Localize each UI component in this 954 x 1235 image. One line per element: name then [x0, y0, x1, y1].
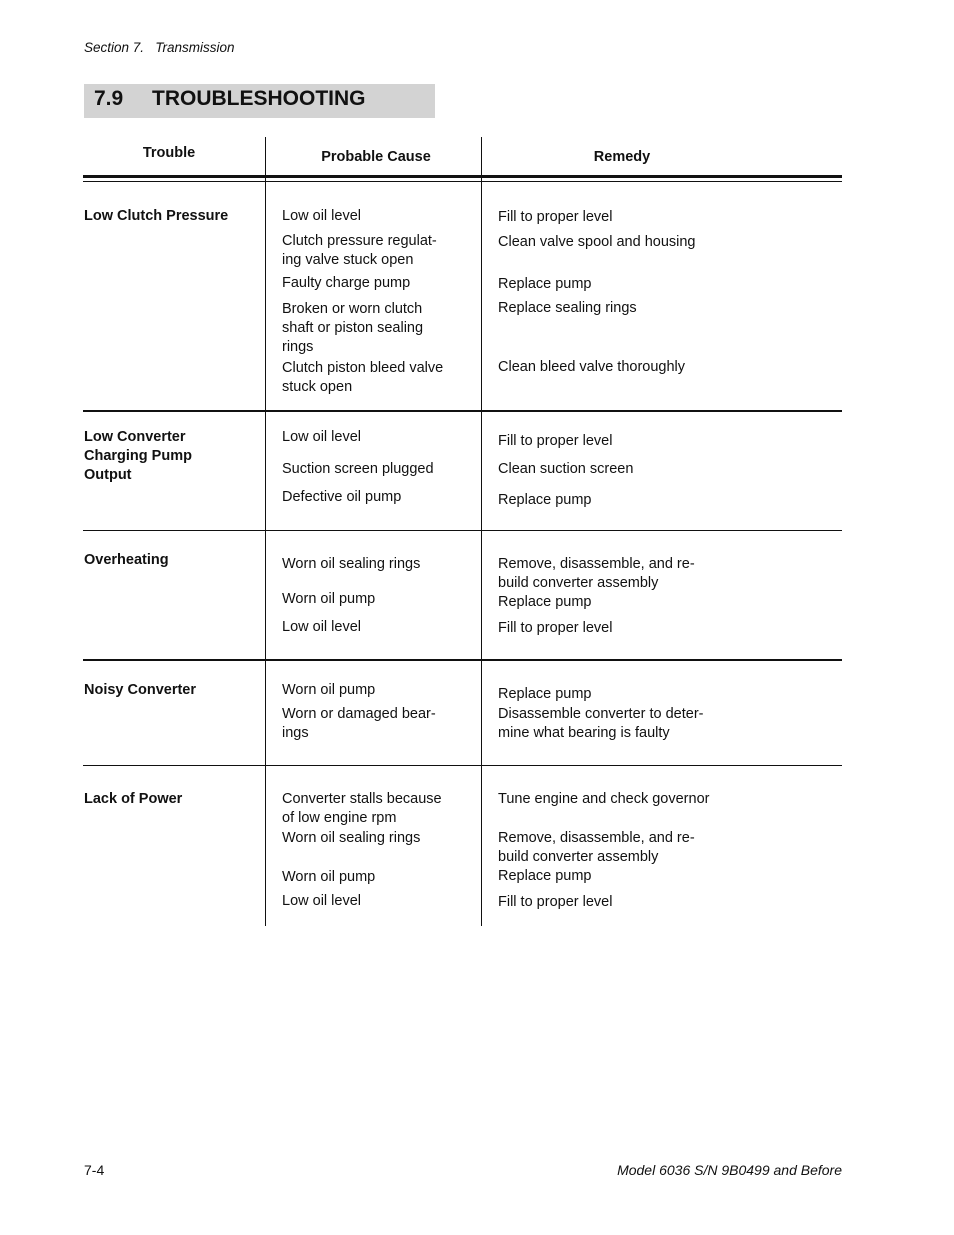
remedy-item: Fill to proper level — [498, 209, 613, 225]
section-number: 7.9 — [94, 87, 124, 110]
trouble-label: Low Converter Charging Pump Output — [84, 429, 192, 483]
row-divider — [83, 530, 842, 531]
remedy-item: Remove, disassemble, and re- build converter assembly — [498, 830, 695, 865]
remedy-item: Replace sealing rings — [498, 300, 637, 316]
header-rule-thin — [83, 181, 842, 182]
remedy-item: Fill to proper level — [498, 894, 613, 910]
remedy-item: Fill to proper level — [498, 620, 613, 636]
remedy-item: Replace pump — [498, 686, 592, 702]
remedy-item: Fill to proper level — [498, 433, 613, 449]
remedy-item: Replace pump — [498, 492, 592, 508]
remedy-item: Tune engine and check governor — [498, 791, 710, 807]
cause-item: Low oil level — [282, 208, 361, 224]
trouble-label: Overheating — [84, 552, 169, 568]
column-header-remedy: Remedy — [593, 149, 651, 165]
row-divider — [83, 765, 842, 766]
remedy-item: Clean suction screen — [498, 461, 634, 477]
remedy-item: Remove, disassemble, and re- build converter assembly — [498, 556, 695, 591]
model-footer: Model 6036 S/N 9B0499 and Before — [617, 1162, 842, 1178]
cause-item: Low oil level — [282, 429, 361, 445]
remedy-item: Clean valve spool and housing — [498, 234, 696, 250]
cause-item: Low oil level — [282, 619, 361, 635]
row-divider — [83, 659, 842, 661]
remedy-item: Replace pump — [498, 868, 592, 884]
cause-item: Worn or damaged bear- ings — [282, 706, 436, 741]
trouble-label: Low Clutch Pressure — [84, 208, 229, 224]
cause-item: Suction screen plugged — [282, 461, 434, 477]
cause-item: Worn oil pump — [282, 682, 376, 698]
trouble-label: Noisy Converter — [84, 682, 197, 698]
cause-item: Clutch piston bleed valve stuck open — [282, 360, 444, 395]
header-rule-thick — [83, 175, 842, 178]
column-divider — [265, 137, 266, 926]
remedy-item: Replace pump — [498, 276, 592, 292]
cause-item: Converter stalls because of low engine rpm — [282, 791, 442, 826]
cause-item: Broken or worn clutch shaft or piston sealing rings — [282, 301, 424, 355]
column-header-trouble: Trouble — [142, 145, 196, 161]
cause-item: Clutch pressure regulat- ing valve stuck open — [282, 233, 437, 268]
cause-item: Worn oil pump — [282, 591, 376, 607]
section-header: Section 7. Transmission — [84, 40, 235, 55]
page-number: 7-4 — [84, 1162, 105, 1178]
column-divider — [481, 137, 482, 926]
section-title: TROUBLESHOOTING — [152, 87, 366, 110]
column-header-cause: Probable Cause — [321, 149, 431, 165]
cause-item: Worn oil sealing rings — [282, 556, 421, 572]
cause-item: Faulty charge pump — [282, 275, 411, 291]
cause-item: Worn oil sealing rings — [282, 830, 421, 846]
remedy-item: Disassemble converter to deter- mine what bearing is faulty — [498, 706, 704, 741]
remedy-item: Clean bleed valve thoroughly — [498, 359, 686, 375]
trouble-label: Lack of Power — [84, 791, 183, 807]
cause-item: Worn oil pump — [282, 869, 376, 885]
row-divider — [83, 410, 842, 412]
cause-item: Defective oil pump — [282, 489, 402, 505]
remedy-item: Replace pump — [498, 594, 592, 610]
cause-item: Low oil level — [282, 893, 361, 909]
